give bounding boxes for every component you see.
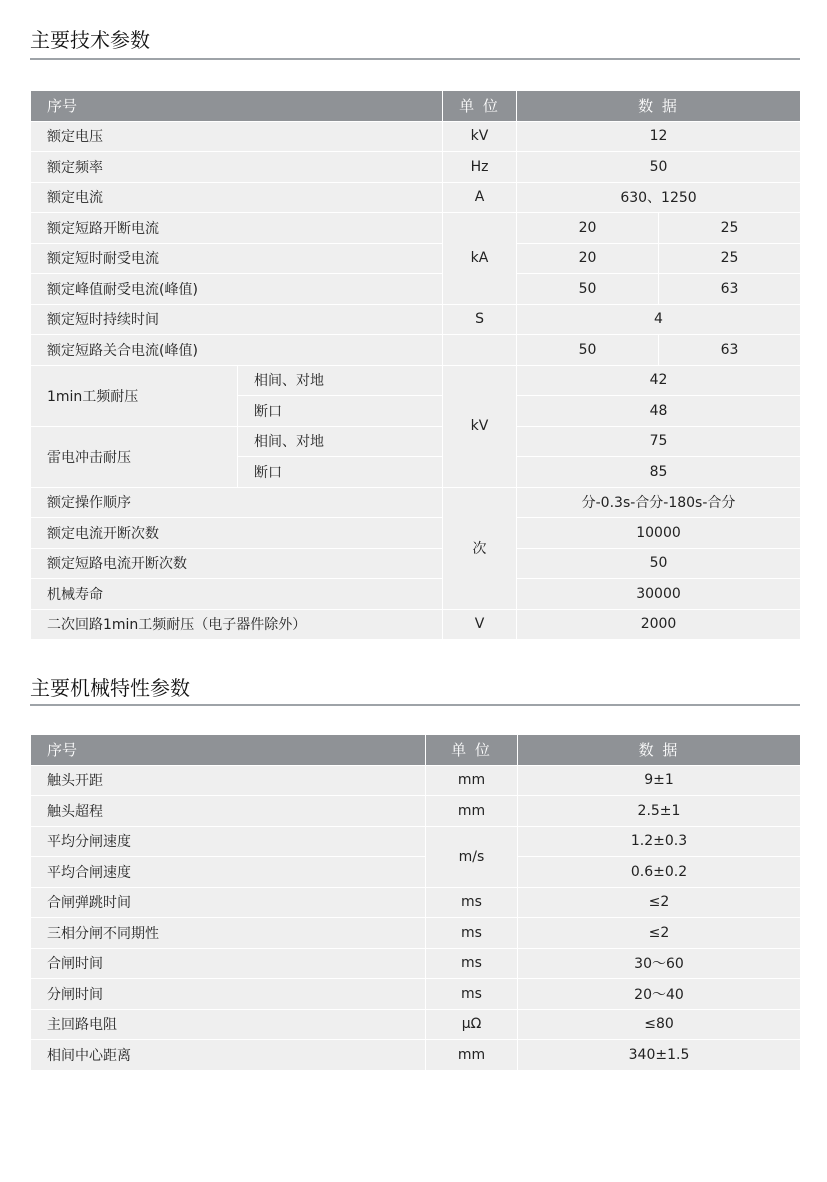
- param-value-a: 20: [517, 243, 659, 274]
- param-value: 1.2±0.3: [518, 826, 801, 857]
- param-unit: mm: [426, 796, 518, 827]
- param-name: 额定短时持续时间: [31, 304, 443, 335]
- param-name: 额定短路开断电流: [31, 213, 443, 244]
- table-row: [31, 979, 801, 1010]
- table-row: [31, 826, 801, 857]
- header-unit: 单 位: [443, 91, 517, 122]
- section-title-technical: 主要技术参数: [30, 28, 150, 52]
- section-title-mechanical: 主要机械特性参数: [30, 676, 190, 700]
- table-row: [31, 274, 801, 305]
- header-no: 序号: [31, 91, 443, 122]
- table-row: [31, 335, 801, 366]
- param-unit: μΩ: [426, 1009, 518, 1040]
- technical-params-table: [30, 90, 801, 640]
- table-row: [31, 796, 801, 827]
- param-value: 9±1: [518, 765, 801, 796]
- param-value: 12: [517, 121, 801, 152]
- table-row: [31, 243, 801, 274]
- header-data: 数 据: [517, 91, 801, 122]
- table-row: [31, 1040, 801, 1071]
- param-unit: kA: [443, 213, 517, 305]
- param-value-a: 20: [517, 213, 659, 244]
- param-unit: m/s: [426, 826, 518, 887]
- param-sub-name: 断口: [238, 457, 443, 488]
- section-divider: [30, 704, 800, 706]
- param-unit: mm: [426, 1040, 518, 1071]
- header-no: 序号: [31, 735, 426, 766]
- param-value: 85: [517, 457, 801, 488]
- param-value: 4: [517, 304, 801, 335]
- param-value: ≤2: [518, 918, 801, 949]
- table-row: [31, 365, 801, 396]
- mechanical-params-table: [30, 734, 801, 1071]
- param-unit: 次: [443, 487, 517, 609]
- table-row: [31, 213, 801, 244]
- param-unit: Hz: [443, 152, 517, 183]
- param-name: 机械寿命: [31, 579, 443, 610]
- table-row: [31, 518, 801, 549]
- param-name: 合闸弹跳时间: [31, 887, 426, 918]
- param-unit: S: [443, 304, 517, 335]
- param-sub-name: 相间、对地: [238, 426, 443, 457]
- param-name: 额定电流: [31, 182, 443, 213]
- param-name: 平均分闸速度: [31, 826, 426, 857]
- param-value: 50: [517, 152, 801, 183]
- param-value: 30～60: [518, 948, 801, 979]
- param-name: 平均合闸速度: [31, 857, 426, 888]
- table-row: [31, 887, 801, 918]
- param-name: 合闸时间: [31, 948, 426, 979]
- param-name: 三相分闸不同期性: [31, 918, 426, 949]
- table-header-row: [31, 91, 801, 122]
- param-value: 10000: [517, 518, 801, 549]
- param-unit: A: [443, 182, 517, 213]
- param-name: 二次回路1min工频耐压（电子器件除外）: [31, 609, 443, 640]
- section-divider: [30, 58, 800, 60]
- param-name: 额定频率: [31, 152, 443, 183]
- table-row: [31, 609, 801, 640]
- param-name: 额定峰值耐受电流(峰值): [31, 274, 443, 305]
- param-value: ≤2: [518, 887, 801, 918]
- table-row: [31, 487, 801, 518]
- table-row: [31, 152, 801, 183]
- table-row: [31, 304, 801, 335]
- param-unit: kV: [443, 121, 517, 152]
- param-name: 额定短时耐受电流: [31, 243, 443, 274]
- table-row: [31, 426, 801, 457]
- param-value: 2000: [517, 609, 801, 640]
- param-value-a: 50: [517, 274, 659, 305]
- table-row: [31, 918, 801, 949]
- param-value: 50: [517, 548, 801, 579]
- param-value: 630、1250: [517, 182, 801, 213]
- param-value: ≤80: [518, 1009, 801, 1040]
- param-name: 额定操作顺序: [31, 487, 443, 518]
- header-unit: 单 位: [426, 735, 518, 766]
- table-row: [31, 765, 801, 796]
- param-value: 48: [517, 396, 801, 427]
- table-row: [31, 857, 801, 888]
- param-group-name: 1min工频耐压: [31, 365, 238, 426]
- param-value-b: 25: [659, 243, 801, 274]
- param-unit: ms: [426, 918, 518, 949]
- param-value-b: 25: [659, 213, 801, 244]
- table-row: [31, 1009, 801, 1040]
- param-unit: mm: [426, 765, 518, 796]
- param-value: 75: [517, 426, 801, 457]
- param-name: 主回路电阻: [31, 1009, 426, 1040]
- param-group-name: 雷电冲击耐压: [31, 426, 238, 487]
- param-value-b: 63: [659, 335, 801, 366]
- table-row: [31, 948, 801, 979]
- param-value: 30000: [517, 579, 801, 610]
- param-value: 分-0.3s-合分-180s-合分: [517, 487, 801, 518]
- param-unit-empty: [443, 335, 517, 366]
- param-unit: kV: [443, 365, 517, 487]
- param-value-a: 50: [517, 335, 659, 366]
- param-unit: V: [443, 609, 517, 640]
- param-sub-name: 断口: [238, 396, 443, 427]
- param-value-b: 63: [659, 274, 801, 305]
- param-name: 额定短路关合电流(峰值): [31, 335, 443, 366]
- header-data: 数 据: [518, 735, 801, 766]
- param-name: 额定短路电流开断次数: [31, 548, 443, 579]
- param-value: 340±1.5: [518, 1040, 801, 1071]
- param-name: 额定电压: [31, 121, 443, 152]
- param-unit: ms: [426, 887, 518, 918]
- param-name: 触头开距: [31, 765, 426, 796]
- param-value: 42: [517, 365, 801, 396]
- table-row: [31, 579, 801, 610]
- table-row: [31, 121, 801, 152]
- param-value: 0.6±0.2: [518, 857, 801, 888]
- param-unit: ms: [426, 979, 518, 1010]
- param-name: 分闸时间: [31, 979, 426, 1010]
- param-name: 触头超程: [31, 796, 426, 827]
- param-value: 2.5±1: [518, 796, 801, 827]
- param-name: 额定电流开断次数: [31, 518, 443, 549]
- param-sub-name: 相间、对地: [238, 365, 443, 396]
- param-name: 相间中心距离: [31, 1040, 426, 1071]
- param-value: 20～40: [518, 979, 801, 1010]
- table-header-row: [31, 735, 801, 766]
- table-row: [31, 182, 801, 213]
- param-unit: ms: [426, 948, 518, 979]
- table-row: [31, 548, 801, 579]
